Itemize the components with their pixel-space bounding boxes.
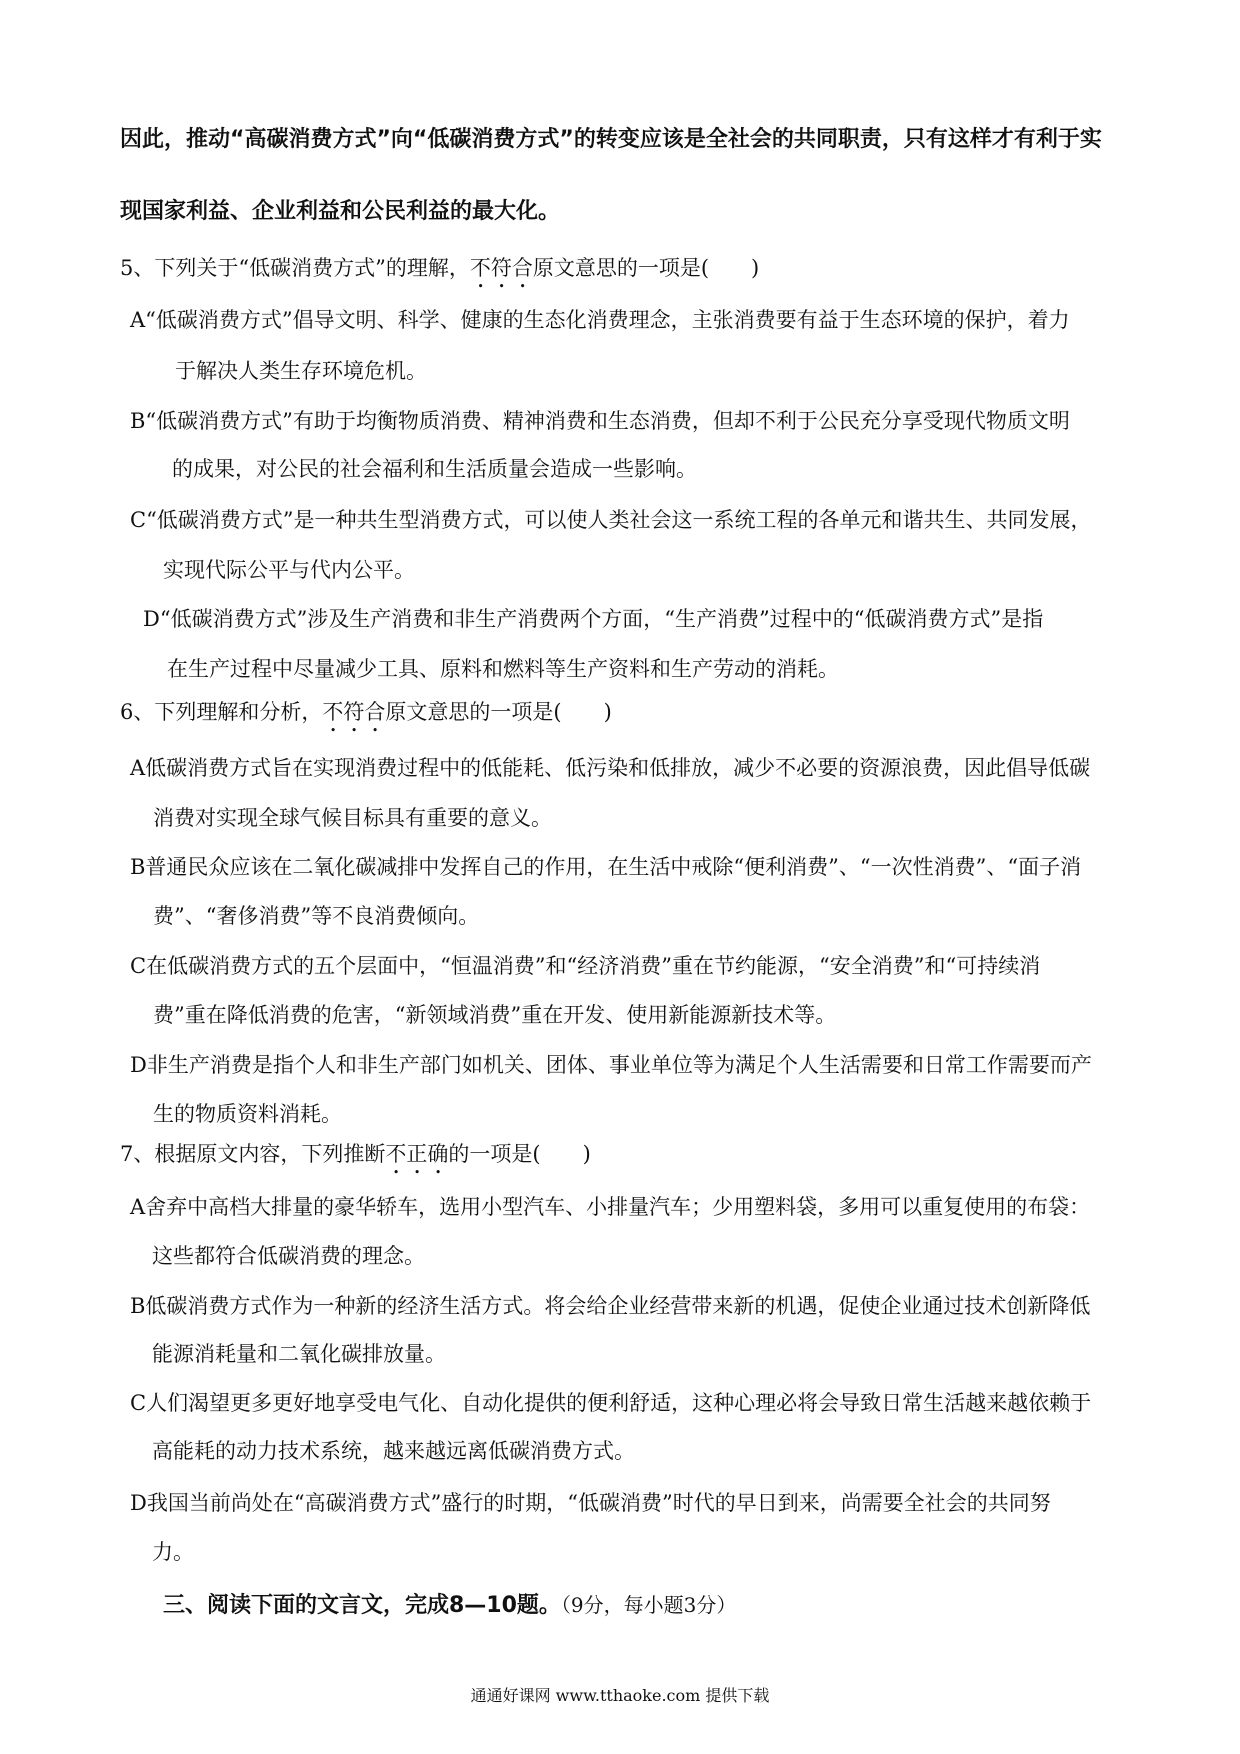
question-7-stem	[120, 1140, 591, 1179]
section-3-title: 三、阅读下面的文言文，完成8—10题。	[163, 1593, 561, 1618]
question-5-option-a-line-1: A“低碳消费方式”倡导文明、科学、健康的生态化消费理念，主张消费要有益于生态环境的保护，着力	[130, 308, 1070, 332]
question-5-stem-post: 原文意思的一项是( )	[532, 256, 760, 280]
question-5-option-a-line-2: 于解决人类生存环境危机。	[175, 359, 427, 383]
section-3-heading	[163, 1591, 736, 1620]
question-7-option-c-line-2: 高能耗的动力技术系统，越来越远离低碳消费方式。	[152, 1439, 635, 1463]
question-6-emphasis: 不符合	[322, 700, 386, 724]
question-6-option-a-line-1: A低碳消费方式旨在实现消费过程中的低能耗、低污染和低排放，减少不必要的资源浪费，因此倡导低碳	[130, 756, 1091, 780]
question-6-option-c-line-1: C在低碳消费方式的五个层面中，“恒温消费”和“经济消费”重在节约能源，“安全消费”和“可持续消	[130, 954, 1041, 978]
question-7-option-c-line-1: C人们渴望更多更好地享受电气化、自动化提供的便利舒适，这种心理必将会导致日常生活越来越依赖于	[130, 1391, 1092, 1415]
question-5-option-b-line-1: B“低碳消费方式”有助于均衡物质消费、精神消费和生态消费，但却不利于公民充分享受现代物质文明	[130, 409, 1070, 433]
question-7-option-b-line-2: 能源消耗量和二氧化碳排放量。	[152, 1342, 446, 1366]
question-5-option-b-line-2: 的成果，对公民的社会福利和生活质量会造成一些影响。	[172, 457, 697, 481]
question-5-option-d-line-2: 在生产过程中尽量减少工具、原料和燃料等生产资料和生产劳动的消耗。	[167, 657, 839, 681]
question-7-emphasis: 不正确	[385, 1142, 449, 1166]
question-6-option-d-line-1: D非生产消费是指个人和非生产部门如机关、团体、事业单位等为满足个人生活需要和日常工作需要而产	[130, 1053, 1092, 1077]
question-5-option-c-line-2: 实现代际公平与代内公平。	[163, 558, 415, 582]
question-5-option-d-line-1: D“低碳消费方式”涉及生产消费和非生产消费两个方面，“生产消费”过程中的“低碳消费方式”是指	[143, 607, 1044, 631]
question-6-option-b-line-2: 费”、“奢侈消费”等不良消费倾向。	[153, 904, 480, 928]
question-7-stem-post: 的一项是( )	[448, 1142, 591, 1166]
question-6-stem-post: 原文意思的一项是( )	[385, 700, 612, 724]
question-6-option-d-line-2: 生的物质资料消耗。	[153, 1102, 342, 1126]
question-7-option-a-line-2: 这些都符合低碳消费的理念。	[152, 1244, 425, 1268]
question-7-option-b-line-1: B低碳消费方式作为一种新的经济生活方式。将会给企业经营带来新的机遇，促使企业通过技术创新降低	[130, 1294, 1091, 1318]
intro-line-1: 因此，推动“高碳消费方式”向“低碳消费方式”的转变应该是全社会的共同职责，只有这样才有利于实	[120, 127, 1102, 152]
question-6-option-c-line-2: 费”重在降低消费的危害，“新领域消费”重在开发、使用新能源新技术等。	[153, 1003, 837, 1027]
question-5-stem-pre: 5、下列关于“低碳消费方式”的理解，	[120, 256, 470, 280]
question-7-stem-pre: 7、根据原文内容，下列推断	[120, 1142, 386, 1166]
question-5-stem	[120, 254, 759, 293]
section-3-note: （9分，每小题3分）	[560, 1593, 737, 1617]
question-7-option-d-line-1: D我国当前尚处在“高碳消费方式”盛行的时期，“低碳消费”时代的早日到来，尚需要全社会的共同努	[130, 1491, 1051, 1515]
question-7-option-d-line-2: 力。	[152, 1540, 194, 1564]
intro-line-2: 现国家利益、企业利益和公民利益的最大化。	[120, 199, 561, 224]
question-6-stem-pre: 6、下列理解和分析，	[120, 700, 323, 724]
question-6-option-b-line-1: B普通民众应该在二氧化碳减排中发挥自己的作用，在生活中戒除“便利消费”、“一次性消费”、“面子消	[130, 855, 1082, 879]
page-footer: 通通好课网 www.tthaoke.com 提供下载	[470, 1686, 770, 1705]
question-7-option-a-line-1: A舍弃中高档大排量的豪华轿车，选用小型汽车、小排量汽车；少用塑料袋，多用可以重复使用的布袋：	[130, 1195, 1091, 1219]
question-6-stem	[120, 698, 612, 737]
question-6-option-a-line-2: 消费对实现全球气候目标具有重要的意义。	[153, 806, 552, 830]
question-5-option-c-line-1: C“低碳消费方式”是一种共生型消费方式，可以使人类社会这一系统工程的各单元和谐共生、共同发展，	[130, 508, 1092, 532]
question-5-emphasis: 不符合	[469, 256, 533, 280]
